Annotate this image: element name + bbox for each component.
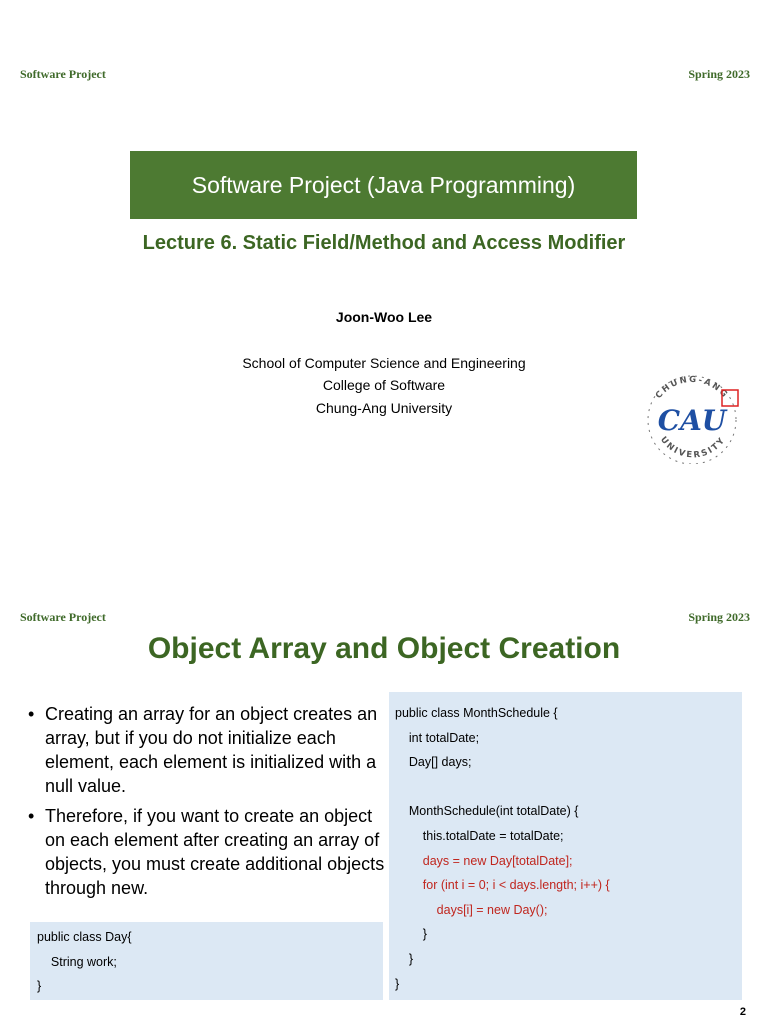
code-block-day — [30, 922, 383, 1000]
code-line: } — [37, 979, 42, 994]
logo-text: CAU — [657, 404, 727, 437]
slide2-header-semester: Spring 2023 — [688, 610, 750, 624]
logo-ring-bottom-text: UNIVERSITY — [658, 434, 728, 461]
slide2-header-course: Software Project — [20, 610, 106, 624]
header-course: Software Project — [20, 67, 106, 81]
slide2-title: Object Array and Object Creation — [147, 632, 621, 665]
author-name: Joon-Woo Lee — [335, 309, 433, 325]
code-line: String work; — [37, 954, 117, 969]
code-line: } — [395, 951, 414, 966]
code-line-highlighted: days[i] = new Day(); — [395, 902, 548, 917]
lecture-title: Lecture 6. Static Field/Method and Access Modifier — [142, 232, 626, 254]
logo-ring-top-text: CHUNG-ANG — [653, 374, 731, 401]
code-line-highlighted: for (int i = 0; i < days.length; i++) { — [395, 878, 610, 893]
code-block-month-schedule — [389, 692, 742, 1000]
svg-text:CHUNG-ANG — [654, 375, 730, 401]
affiliation-school: School of Computer Science and Engineering — [242, 355, 526, 371]
code-line: MonthSchedule(int totalDate) { — [395, 804, 579, 819]
code-line: Day[] days; — [395, 755, 472, 770]
course-title: Software Project (Java Programming) — [191, 171, 576, 198]
affiliation-college: College of Software — [322, 377, 446, 393]
code-line — [395, 775, 742, 800]
code-line-highlighted: days = new Day[totalDate]; — [395, 853, 573, 868]
bullet-item: • Creating an array for an object creates an array, but if you do not initialize each element, each element is initialized with a null value. — [28, 702, 388, 798]
code-line: public class MonthSchedule { — [395, 706, 558, 720]
university-logo — [640, 370, 744, 464]
course-title-banner — [130, 151, 637, 219]
bullet-item: • Therefore, if you want to create an object on each element after creating an array of objects, you must create additional objects through new. — [28, 804, 388, 900]
header-semester: Spring 2023 — [688, 67, 750, 81]
page-number: 2 — [739, 1006, 746, 1018]
code-line: this.totalDate = totalDate; — [395, 828, 564, 843]
affiliation-university: Chung-Ang University — [315, 400, 453, 416]
svg-text:UNIVERSITY — [658, 435, 728, 461]
code-line: public class Day{ — [37, 930, 132, 944]
code-line: } — [395, 976, 400, 991]
code-line: } — [395, 927, 427, 942]
code-line: int totalDate; — [395, 730, 480, 745]
bullet-list — [28, 702, 388, 906]
